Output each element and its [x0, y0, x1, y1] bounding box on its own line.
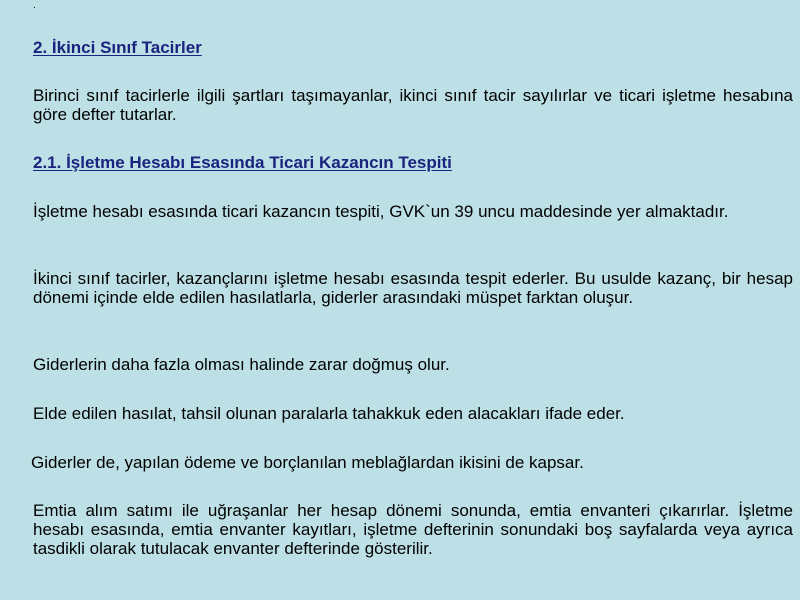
paragraph-ikinci-sinif-tanimi: Birinci sınıf tacirlerle ilgili şartları taşımayanlar, ikinci sınıf tacir sayılırlar ve ticari işletme hesabına göre defter tutarlar. [33, 86, 793, 124]
paragraph-kazanc-tespiti: İkinci sınıf tacirler, kazançlarını işletme hesabı esasında tespit ederler. Bu usulde kazanç, bir hesap dönemi içinde elde edilen hasılatlarla, giderler arasındaki müspet farktan oluşur. [33, 269, 793, 307]
paragraph-giderler: Giderler de, yapılan ödeme ve borçlanılan meblağlardan ikisini de kapsar. [31, 453, 584, 472]
section-heading-isletme-hesabi: 2.1. İşletme Hesabı Esasında Ticari Kazancın Tespiti [33, 153, 452, 172]
bullet-mark: . [33, 0, 36, 11]
paragraph-gvk-39: İşletme hesabı esasında ticari kazancın tespiti, GVK`un 39 uncu maddesinde yer almaktadır. [33, 202, 729, 221]
section-heading-ikinci-sinif-tacirler: 2. İkinci Sınıf Tacirler [33, 38, 202, 57]
paragraph-hasilat: Elde edilen hasılat, tahsil olunan paralarla tahakkuk eden alacakları ifade eder. [33, 404, 625, 423]
paragraph-emtia-envanteri: Emtia alım satımı ile uğraşanlar her hesap dönemi sonunda, emtia envanteri çıkarırlar. İşletme hesabı esasında, emtia envanter kayıtları, işletme defterinin sonundaki boş sayfalarda veya ayrıca tasdikli olarak tutulacak envanter defterinde gösterilir. [33, 501, 793, 558]
paragraph-zarar: Giderlerin daha fazla olması halinde zarar doğmuş olur. [33, 355, 450, 374]
